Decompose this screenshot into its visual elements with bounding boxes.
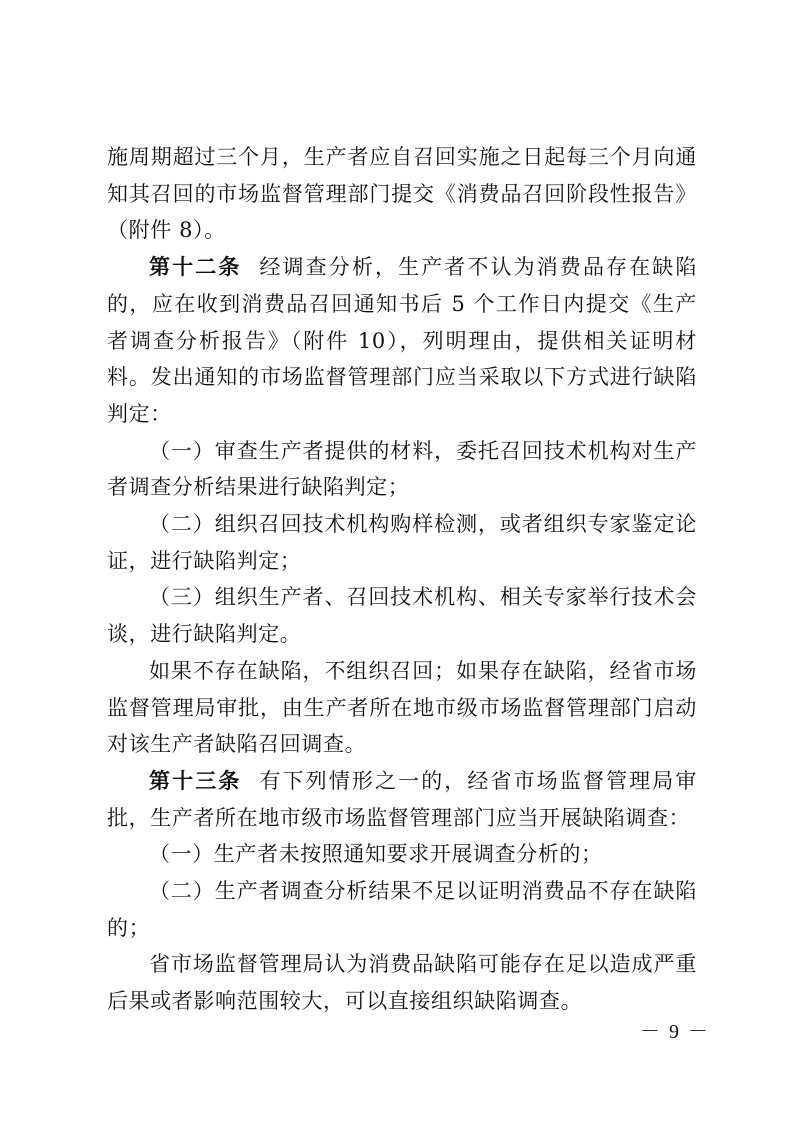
article-13-text: 有下列情形之一的，经省市场监督管理局审批，生产者所在地市级市场监督管理部门应当开展缺陷调查： <box>107 768 697 830</box>
article-13-paragraph <box>107 763 697 836</box>
article-13-heading: 第十三条 <box>149 767 242 793</box>
article-13-conclusion: 省市场监督管理局认为消费品缺陷可能存在足以造成严重后果或者影响范围较大，可以直接组织缺陷调查。 <box>107 952 697 1014</box>
article-13-item-2: （二）生产者调查分析结果不足以证明消费品不存在缺陷的； <box>107 879 697 940</box>
continuation-paragraph: 施周期超过三个月，生产者应自召回实施之日起每三个月向通知其召回的市场监督管理部门提交《消费品召回阶段性报告》（附件 8）。 <box>107 145 697 243</box>
article-12-item-3: （三）组织生产者、召回技术机构、相关专家举行技术会谈，进行缺陷判定。 <box>107 585 697 647</box>
article-12-item-2: （二）组织召回技术机构购样检测，或者组织专家鉴定论证，进行缺陷判定； <box>107 512 697 573</box>
article-12-text: 经调查分析，生产者不认为消费品存在缺陷的，应在收到消费品召回通知书后 5 个工作日内提交《生产者调查分析报告》（附件 10），列明理由，提供相关证明材料。发出通知的市场监督管理部门应当采取以下方式进行缺陷判定： <box>107 255 697 426</box>
article-12-item-1: （一）审查生产者提供的材料，委托召回技术机构对生产者调查分析结果进行缺陷判定； <box>107 438 697 500</box>
article-12-heading: 第十二条 <box>149 254 242 280</box>
article-12-paragraph <box>107 249 697 433</box>
article-12-conclusion: 如果不存在缺陷，不组织召回；如果存在缺陷，经省市场监督管理局审批，由生产者所在地市级市场监督管理部门启动对该生产者缺陷召回调查。 <box>107 658 697 757</box>
document-body <box>107 139 697 1020</box>
article-13-item-1: （一）生产者未按照通知要求开展调查分析的； <box>149 842 603 867</box>
page-number: － 9 － <box>640 1021 710 1043</box>
